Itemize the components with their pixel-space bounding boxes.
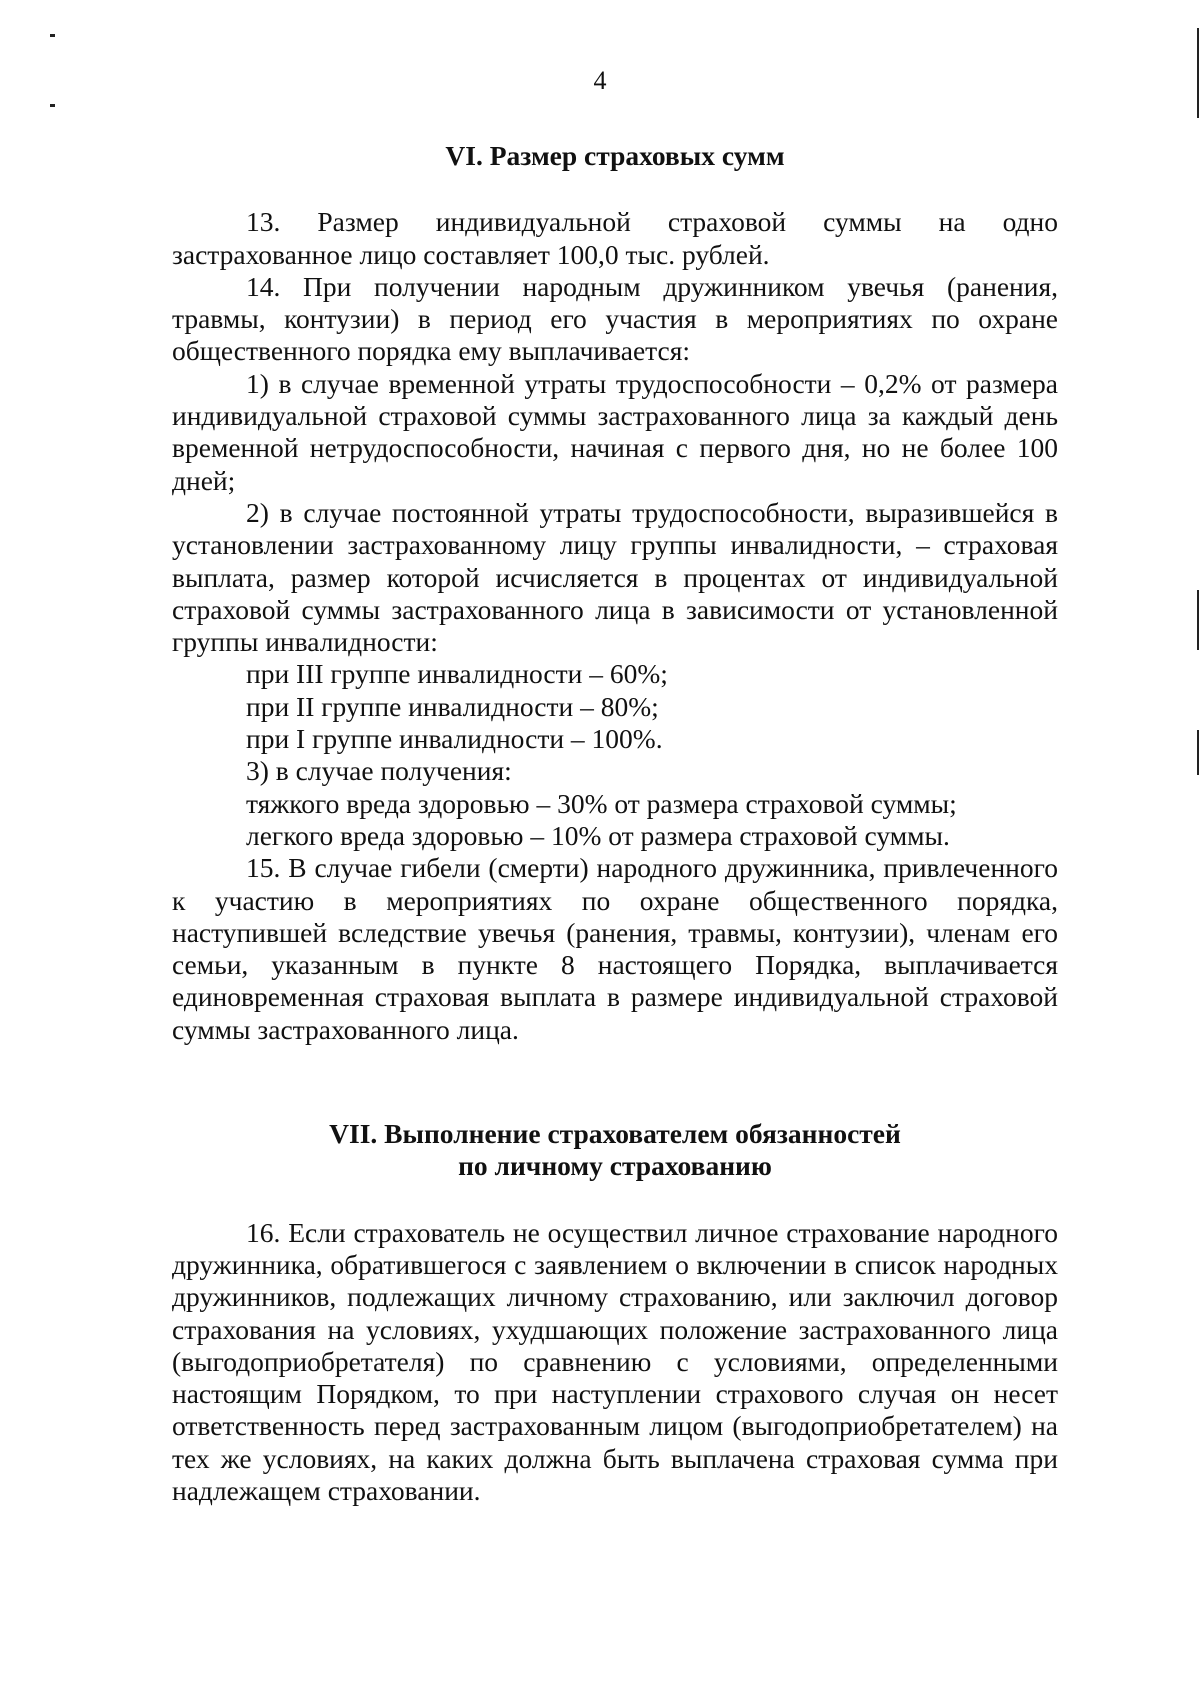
section-7-title-line-2: по личному страхованию (458, 1150, 772, 1182)
page-number: 4 (593, 66, 607, 95)
disability-line-2: при II группе инвалидности – 80%; (246, 690, 659, 722)
scan-edge-mark (1197, 590, 1199, 650)
paragraph-13: 13. Размер индивидуальной страховой суммы на одно застрахованное лицо составляет 100,0 тыс. рублей. (172, 206, 1058, 270)
scan-mark (50, 34, 55, 37)
paragraph-14-item-3: 3) в случае получения: (246, 755, 512, 787)
scan-edge-mark (1197, 730, 1199, 775)
paragraph-14: 14. При получении народным дружинником увечья (ранения, травмы, контузии) в период его участия в мероприятиях по охране общественного порядка ему выплачивается: (172, 270, 1058, 367)
paragraph-14-item-2: 2) в случае постоянной утраты трудоспособности, выразившейся в установлении застрахованному лицу группы инвалидности, – страховая выплата, размер которой исчисляется в процентах от индивидуальной страховой суммы застрахованного лица в зависимости от установленной группы инвалидности: (172, 496, 1058, 658)
paragraph-14-item-1: 1) в случае временной утраты трудоспособности – 0,2% от размера индивидуальной страховой суммы застрахованного лица за каждый день временной нетрудоспособности, начиная с первого дня, но не более 100 дней; (172, 367, 1058, 496)
harm-line-light: легкого вреда здоровью – 10% от размера страховой суммы. (246, 819, 950, 851)
paragraph-15: 15. В случае гибели (смерти) народного дружинника, привлеченного к участию в мероприятиях по охране общественного порядка, наступившей вследствие увечья (ранения, травмы, контузии), членам его семьи, указанным в пункте 8 настоящего Порядка, выплачивается единовременная страховая выплата в размере индивидуальной страховой суммы застрахованного лица. (172, 852, 1058, 1045)
paragraph-16: 16. Если страхователь не осуществил личное страхование народного дружинника, обратившегося с заявлением о включении в список народных дружинников, подлежащих личному страхованию, или заключил договор страхования на условиях, ухудшающих положение застрахованного лица (выгодоприобретателя) по сравнению с условиями, определенными настоящим Порядком, то при наступлении страхового случая он несет ответственность перед застрахованным лицом (выгодоприобретателем) на тех же условиях, на каких должна быть выплачена страховая сумма при надлежащем страховании. (172, 1216, 1058, 1506)
section-7-title-line-1: VII. Выполнение страхователем обязанностей (329, 1118, 901, 1150)
disability-line-1: при I группе инвалидности – 100%. (246, 723, 663, 755)
section-6-title: VI. Размер страховых сумм (445, 140, 785, 171)
document-body (172, 140, 1058, 1507)
harm-line-severe: тяжкого вреда здоровью – 30% от размера страховой суммы; (246, 787, 957, 819)
section-7-title (172, 1118, 1058, 1183)
scan-mark (50, 104, 55, 107)
disability-line-3: при III группе инвалидности – 60%; (246, 658, 668, 690)
